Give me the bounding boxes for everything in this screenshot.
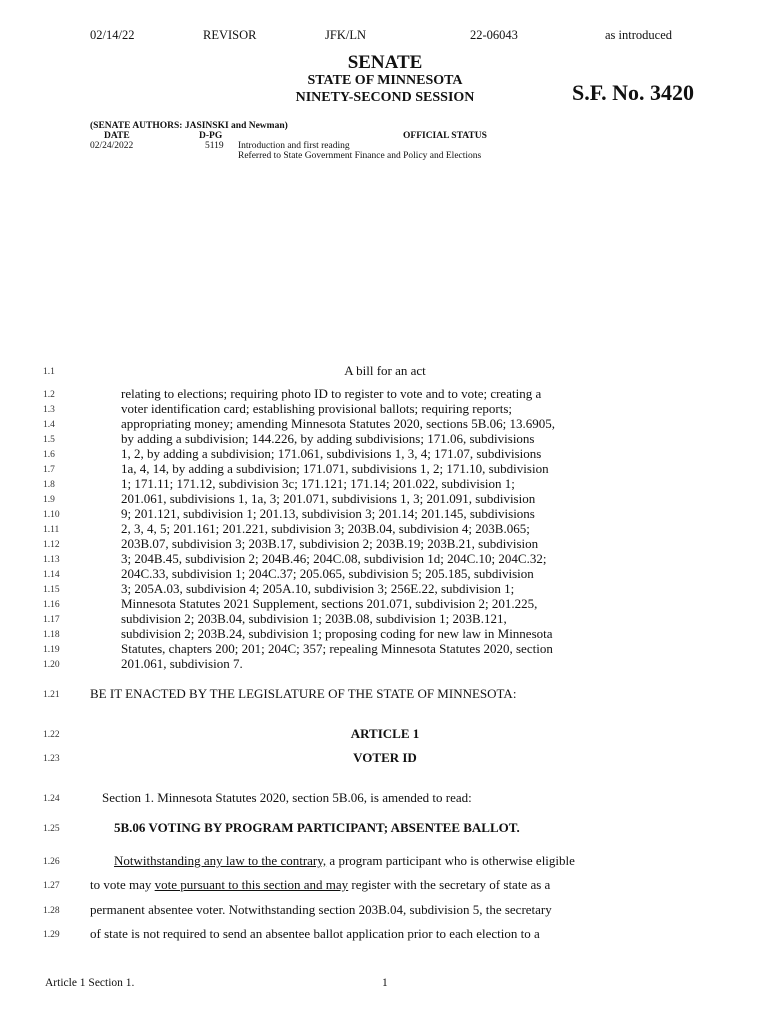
body-text: a program participant who is otherwise eligible [326, 853, 575, 868]
status-col-date: DATE [104, 131, 130, 141]
body-text: register with the secretary of state as a [348, 877, 551, 892]
body-line: subdivision 2; 203B.24, subdivision 1; proposing coding for new law in Minnesota [121, 626, 553, 641]
senate-title: SENATE [347, 52, 423, 73]
line-number: 1.6 [43, 450, 55, 460]
body-line: Minnesota Statutes 2021 Supplement, sections 201.071, subdivision 2; 201.225, [121, 596, 538, 611]
session-title: NINETY-SECOND SESSION [295, 90, 475, 105]
line-number: 1.9 [43, 495, 55, 505]
line-number: 1.1 [43, 367, 55, 377]
line-number: 1.27 [43, 881, 60, 891]
line-number: 1.22 [43, 730, 60, 740]
line-number: 1.29 [43, 930, 60, 940]
line-number: 1.14 [43, 570, 60, 580]
line-number: 1.21 [43, 690, 60, 700]
file-number: S.F. No. 3420 [572, 80, 695, 105]
body-line: 1; 171.11; 171.12, subdivision 3c; 171.121; 171.14; 201.022, subdivision 1; [121, 476, 515, 491]
header-version: as introduced [605, 28, 672, 42]
body-line: permanent absentee voter. Notwithstanding section 203B.04, subdivision 5, the secretary [90, 902, 552, 917]
body-line: 204C.33, subdivision 1; 204C.37; 205.065, subdivision 5; 205.185, subdivision [121, 566, 534, 581]
senate-authors: (SENATE AUTHORS: JASINSKI and Newman) [90, 121, 288, 131]
header-date: 02/14/22 [90, 28, 135, 42]
line-number: 1.28 [43, 906, 60, 916]
body-line [114, 853, 575, 869]
line-number: 1.5 [43, 435, 55, 445]
body-line: 201.061, subdivision 7. [121, 656, 243, 671]
section-intro: Section 1. Minnesota Statutes 2020, section 5B.06, is amended to read: [102, 790, 472, 805]
line-number: 1.2 [43, 390, 55, 400]
body-line: Statutes, chapters 200; 201; 204C; 357; repealing Minnesota Statutes 2020, section [121, 641, 553, 656]
line-number: 1.3 [43, 405, 55, 415]
line-number: 1.11 [43, 525, 60, 535]
body-line: appropriating money; amending Minnesota Statutes 2020, sections 5B.06; 13.6905, [121, 416, 556, 431]
article-title: VOTER ID [353, 750, 417, 765]
enacting-clause: BE IT ENACTED BY THE LEGISLATURE OF THE STATE OF MINNESOTA: [90, 686, 517, 701]
status-col-dpg: D-PG [199, 131, 223, 141]
footer-section-ref: Article 1 Section 1. [45, 977, 135, 989]
status-row-status2: Referred to State Government Finance and Policy and Elections [238, 151, 482, 161]
line-number: 1.25 [43, 824, 60, 834]
status-row-date: 02/24/2022 [90, 141, 134, 151]
line-number: 1.24 [43, 794, 60, 804]
header-revisor: REVISOR [203, 28, 257, 42]
inserted-text: Notwithstanding any law to the contrary, [114, 853, 327, 868]
bill-heading: A bill for an act [344, 363, 426, 378]
line-number: 1.13 [43, 555, 60, 565]
line-number: 1.16 [43, 600, 60, 610]
body-line: 3; 205A.03, subdivision 4; 205A.10, subdivision 3; 256E.22, subdivision 1; [121, 581, 515, 596]
state-title: STATE OF MINNESOTA [307, 73, 463, 88]
body-line: 2, 3, 4, 5; 201.161; 201.221, subdivision 3; 203B.04, subdivision 4; 203B.065; [121, 521, 530, 536]
body-line: 9; 201.121, subdivision 1; 201.13, subdivision 3; 201.14; 201.145, subdivisions [121, 506, 535, 521]
section-heading: 5B.06 VOTING BY PROGRAM PARTICIPANT; ABSENTEE BALLOT. [114, 820, 520, 835]
body-line: 3; 204B.45, subdivision 2; 204B.46; 204C.08, subdivision 1d; 204C.10; 204C.32; [121, 551, 547, 566]
line-number: 1.20 [43, 660, 60, 670]
line-number: 1.17 [43, 615, 60, 625]
body-line: subdivision 2; 203B.04, subdivision 1; 203B.08, subdivision 1; 203B.121, [121, 611, 507, 626]
line-number: 1.7 [43, 465, 55, 475]
line-number: 1.12 [43, 540, 60, 550]
body-line: voter identification card; establishing provisional ballots; requiring reports; [121, 401, 512, 416]
status-col-official: OFFICIAL STATUS [403, 131, 487, 141]
header-doc-number: 22-06043 [470, 28, 518, 42]
body-line: by adding a subdivision; 144.226, by adding subdivisions; 171.06, subdivisions [121, 431, 535, 446]
page-number: 1 [382, 977, 388, 989]
body-line [90, 877, 550, 893]
line-number: 1.26 [43, 857, 60, 867]
body-line: 203B.07, subdivision 3; 203B.17, subdivision 2; 203B.19; 203B.21, subdivision [121, 536, 539, 551]
body-line: 1a, 4, 14, by adding a subdivision; 171.071, subdivisions 1, 2; 171.10, subdivision [121, 461, 549, 476]
body-line: 1, 2, by adding a subdivision; 171.061, subdivisions 1, 3, 4; 171.07, subdivisions [121, 446, 542, 461]
status-row-dpg: 5119 [205, 141, 224, 151]
article-number: ARTICLE 1 [350, 726, 420, 741]
line-number: 1.4 [43, 420, 55, 430]
body-line: 201.061, subdivisions 1, 1a, 3; 201.071, subdivisions 1, 3; 201.091, subdivision [121, 491, 536, 506]
status-row-status1: Introduction and first reading [238, 141, 350, 151]
body-text: to vote may [90, 877, 155, 892]
body-line: of state is not required to send an absentee ballot application prior to each election to a [90, 926, 540, 941]
line-number: 1.8 [43, 480, 55, 490]
line-number: 1.23 [43, 754, 60, 764]
line-number: 1.15 [43, 585, 60, 595]
line-number: 1.10 [43, 510, 60, 520]
inserted-text: vote pursuant to this section and may [154, 877, 349, 892]
header-initials: JFK/LN [325, 28, 366, 42]
line-number: 1.18 [43, 630, 60, 640]
line-number: 1.19 [43, 645, 60, 655]
body-line: relating to elections; requiring photo ID to register to vote and to vote; creating a [121, 386, 542, 401]
